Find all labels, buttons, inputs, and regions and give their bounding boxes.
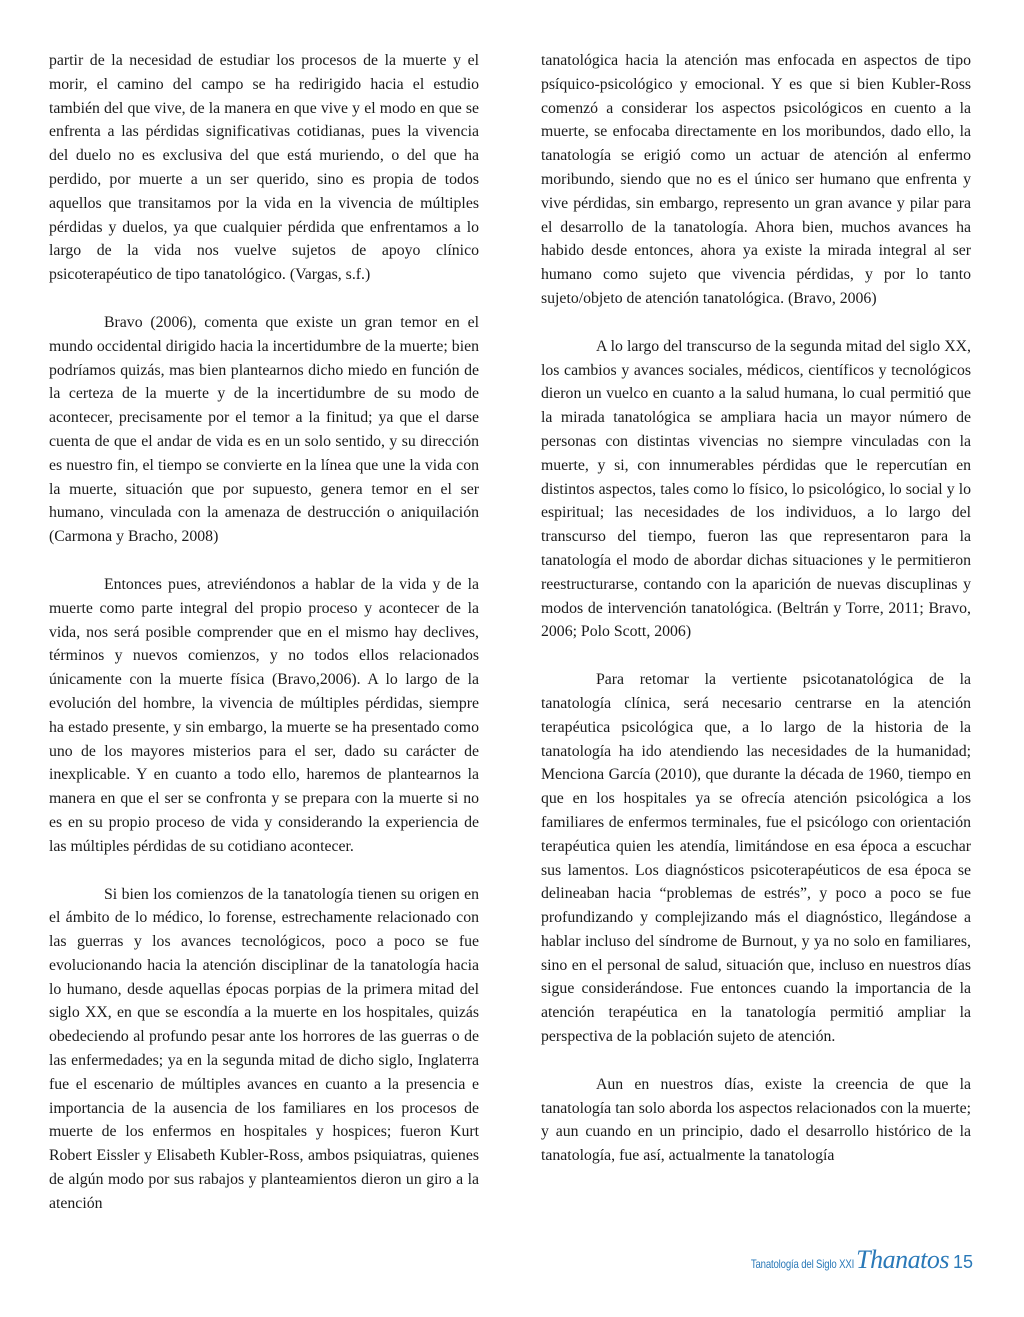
right-column <box>541 49 971 1192</box>
paragraph: Si bien los comienzos de la tanatología tienen su origen en el ámbito de lo médico, lo forense, estrechamente relacionado con las guerras y los avances tecnológicos, poco a poco se fue evolucionando hacia la atención disciplinar de la tanatología hacia lo humano, desde aquellas épocas porpias de la primera mitad del siglo XX, en que se escondía a la muerte en los hospitales, quizás obedeciendo al profundo pesar ante los horrores de las guerras o de las enfermedades; ya en la segunda mitad de dicho siglo, Inglaterra fue el escenario de múltiples avances en cuanto a la presencia e importancia de la ausencia de los familiares en los procesos de muerte de los enfermos en hospitales y hospices; fueron Kurt Robert Eissler y Elisabeth Kubler-Ross, ambos psiquiatras, quienes de algún modo por sus rabajos y planteamientos dieron un giro a la atención <box>49 885 479 1212</box>
footer-series-title: Tanatología del Siglo XXI <box>750 1257 855 1271</box>
page-number: 15 <box>952 1252 973 1272</box>
paragraph: tanatológica hacia la atención mas enfocada en aspectos de tipo psíquico-psicológico y emocional. Y es que si bien Kubler-Ross comenzó a considerar los aspectos psicológicos en cuento a la muerte, se enfocaba directamente en los moribundos, dado ello, la tanatología se erigió como un actuar de atención al enfermo moribundo, siendo que no es el único ser humano que enfrenta y vive pérdidas, sin embargo, represento un gran avance y pilar para el desarrollo de la tanatología. Ahora bien, muchos avances ha habido desde entonces, ahora ya existe la mirada integral al ser humano como sujeto que vivencia pérdidas, y por lo tanto sujeto/objeto de atención tanatológica. (Bravo, 2006) <box>541 52 971 307</box>
page-footer <box>725 1245 973 1275</box>
paragraph: A lo largo del transcurso de la segunda mitad del siglo XX, los cambios y avances sociales, médicos, científicos y tecnológicos dieron un vuelco en cuanto a la salud humana, lo cual permitió que la mirada tanatológica se ampliara hacia un mayor número de personas con distintas vivencias no siempre vinculadas con la muerte, y si, con innumerables pérdidas que le repercutían en distintos aspectos, tales como lo físico, lo psicológico, lo social y lo espiritual; las necesidades de los individuos, a lo largo del transcurso del tiempo, fueron las que representaron para la tanatología el modo de abordar dichas situaciones y le permitieron reestructurarse, contando con la aparición de nuevas discuplinas y modos de intervención tanatológica. (Beltrán y Torre, 2011; Bravo, 2006; Polo Scott, 2006) <box>541 337 971 641</box>
paragraph: Entonces pues, atreviéndonos a hablar de la vida y de la muerte como parte integral del propio proceso y acontecer de la vida, nos será posible comprender que en el mismo hay declives, términos y nuevos comienzos, y no todos ellos relacionados únicamente con la muerte física (Bravo,2006). A lo largo de la evolución del hombre, la vivencia de múltiples pérdidas, siempre ha estado presente, y sin embargo, la muerte se ha presentado como uno de los mayores misterios para el ser, dado su carácter de inexplicable. Y en cuanto a todo ello, haremos de plantearnos la manera en que el ser se confronta y se prepara con la muerte si no es en su propio proceso de vida y considerando la experiencia de las múltiples pérdidas de su cotidiano acontecer. <box>49 575 479 855</box>
paragraph: Bravo (2006), comenta que existe un gran temor en el mundo occidental dirigido hacia la incertidumbre de la muerte; bien podríamos quizás, mas bien plantearnos dicho miedo en función de la certeza de la muerte y de la incertidumbre de su modo de acontecer, precisamente por el temor a la finitud; ya que el darse cuenta de que el andar de vida es en un solo sentido, y su dirección es nuestro fin, el tiempo se convierte en la línea que une la vida con la muerte, situación que por supuesto, genera temor en el ser humano, vinculada con la amenaza de destrucción o aniquilación (Carmona y Bracho, 2008) <box>49 313 479 546</box>
paragraph: Aun en nuestros días, existe la creencia de que la tanatología tan solo aborda los aspectos relacionados con la muerte; y aun cuando en un principio, dado el desarrollo histórico de la tanatología, fue así, actualmente la tanatología <box>541 1075 971 1165</box>
left-column <box>49 49 479 1240</box>
paragraph: partir de la necesidad de estudiar los procesos de la muerte y el morir, el camino del campo se ha redirigido hacia el estudio también del que vive, de la manera en que vive y el modo en que se enfrenta a las pérdidas significativas cotidianas, pues la vivencia del duelo no es exclusiva del que está muriendo, o del que ha perdido, por muerte a un ser querido, sino es propia de todos aquellos que transitamos por la vida en la vivencia de múltiples pérdidas y duelos, ya que cualquier pérdida que enfrentamos a lo largo de la vida nos vuelve sujetos de apoyo clínico psicoterapéutico de tipo tanatológico. (Vargas, s.f.) <box>49 52 479 284</box>
paragraph: Para retomar la vertiente psicotanatológica de la tanatología clínica, será necesario centrarse en la atención terapéutica psicológica que, a lo largo de la historia de la tanatología ha ido atendiendo las necesidades de la humanidad; Menciona García (2010), que durante la década de 1960, tiempo en que en los hospitales ya se ofrecía atención psicológica a los familiares de enfermos terminales, fue el psicólogo con orientación terapéutica quien les atendía, limitándose en esa época a escuchar sus lamentos. Los diagnósticos psicoterapéuticos de esa época se delineaban hacia “problemas de estrés”, y poco a poco se fue profundizando y complejizando más el diagnóstico, llegándose a hablar incluso del síndrome de Burnout, y ya no solo en familiares, sino en el personal de salud, situación que, incluso en nuestros días sigue considerándose. Fue entonces cuando la importancia de la atención terapéutica en la tanatología permitió ampliar la perspectiva de la población sujeto de atención. <box>541 671 971 1046</box>
footer-brand-logo: Thanatos <box>856 1245 949 1274</box>
